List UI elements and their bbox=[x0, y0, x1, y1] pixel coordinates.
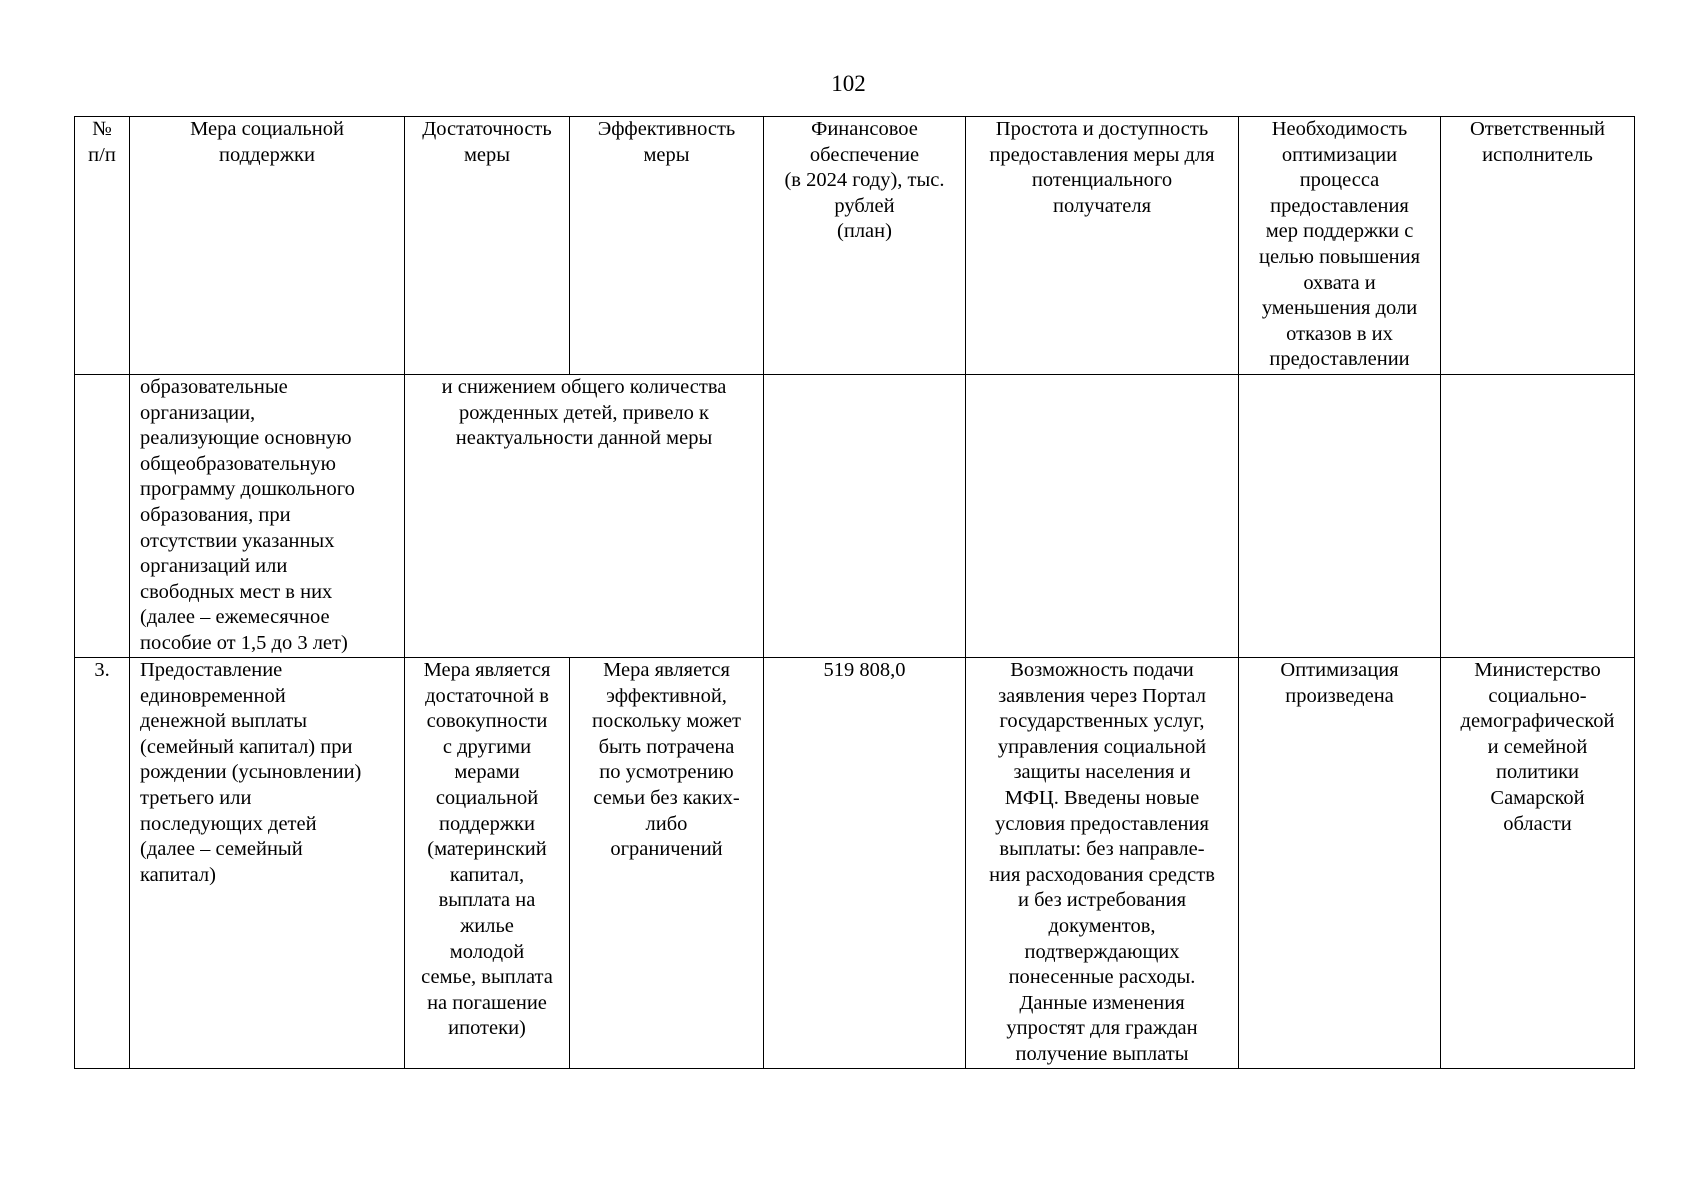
header-executor: Ответственный исполнитель bbox=[1441, 117, 1635, 375]
page-number: 102 bbox=[831, 71, 866, 96]
header-optimization: Необходимость оптимизации процесса предоставления мер поддержки с целью повышения охвата и уменьшения доли отказов в их предоставлении bbox=[1239, 117, 1441, 375]
header-row bbox=[75, 117, 1635, 375]
table-row-3 bbox=[75, 658, 1635, 1069]
continuation-optimization bbox=[1239, 375, 1441, 658]
row3-accessibility: Возможность подачи заявления через Портал государственных услуг, управления социальной защиты населения и МФЦ. Введены новые условия предоставления выплаты: без направле- ния расходования средств и без истребования документов, подтверждающих понесенные расходы. Данные изменения упростят для граждан получение выплаты bbox=[966, 658, 1239, 1069]
continuation-sufficiency-efficiency: и снижением общего количества рожденных детей, привело к неактуальности данной меры bbox=[405, 375, 764, 658]
row3-efficiency: Мера является эффективной, поскольку может быть потрачена по усмотрению семьи без каких- либо ограничений bbox=[570, 658, 764, 1069]
header-sufficiency: Достаточность меры bbox=[405, 117, 570, 375]
row3-optimization: Оптимизация произведена bbox=[1239, 658, 1441, 1069]
social-support-table bbox=[74, 116, 1635, 1069]
continuation-accessibility bbox=[966, 375, 1239, 658]
continuation-row bbox=[75, 375, 1635, 658]
header-financing: Финансовое обеспечение (в 2024 году), тыс. рублей (план) bbox=[764, 117, 966, 375]
continuation-number bbox=[75, 375, 130, 658]
header-measure: Мера социальной поддержки bbox=[130, 117, 405, 375]
row3-measure: Предоставление единовременной денежной выплаты (семейный капитал) при рождении (усыновлении) третьего или последующих детей (далее – семейный капитал) bbox=[130, 658, 405, 1069]
row3-financing: 519 808,0 bbox=[764, 658, 966, 1069]
row3-executor: Министерство социально- демографической и семейной политики Самарской области bbox=[1441, 658, 1635, 1069]
row3-sufficiency: Мера является достаточной в совокупности с другими мерами социальной поддержки (материнский капитал, выплата на жилье молодой семье, выплата на погашение ипотеки) bbox=[405, 658, 570, 1069]
header-number: № п/п bbox=[75, 117, 130, 375]
row3-number: 3. bbox=[75, 658, 130, 1069]
header-accessibility: Простота и доступность предоставления меры для потенциального получателя bbox=[966, 117, 1239, 375]
continuation-executor bbox=[1441, 375, 1635, 658]
continuation-measure: образовательные организации, реализующие основную общеобразовательную программу дошкольного образования, при отсутствии указанных организаций или свободных мест в них (далее – ежемесячное пособие от 1,5 до 3 лет) bbox=[130, 375, 405, 658]
header-efficiency: Эффективность меры bbox=[570, 117, 764, 375]
continuation-financing bbox=[764, 375, 966, 658]
